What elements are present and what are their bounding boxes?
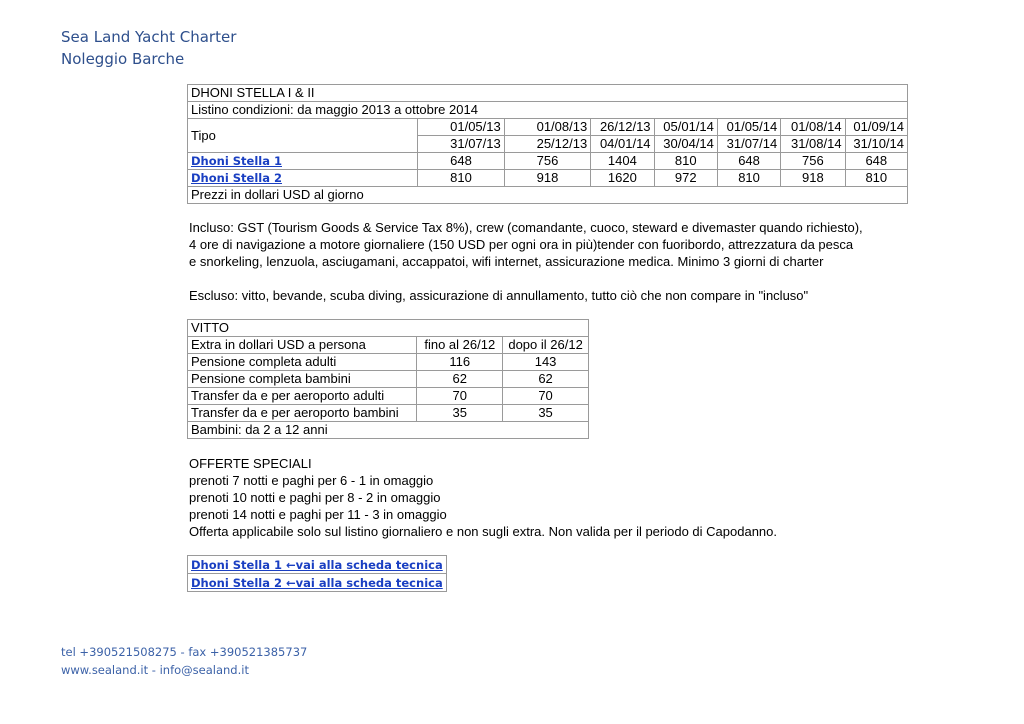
period-to: 31/07/14 [717,136,780,153]
included-line-1: Incluso: GST (Tourism Goods & Service Tax 8%), crew (comandante, cuoco, steward e divemaster quando richiesto), [189,220,863,235]
period-to: 30/04/14 [654,136,717,153]
vitto-row-label: Pensione completa adulti [188,354,417,371]
link-cell [188,574,447,592]
period-to: 31/07/13 [418,136,504,153]
vitto-note: Bambini: da 2 a 12 anni [188,422,589,439]
period-from: 05/01/14 [654,119,717,136]
tech-sheet-link-stella-1[interactable]: Dhoni Stella 1 ←vai alla scheda tecnica [191,557,443,572]
offer-line: prenoti 14 notti e paghi per 11 - 3 in omaggio [189,507,447,522]
price-cell: 810 [654,153,717,170]
price-cell: 918 [781,170,845,187]
period-from: 01/09/14 [845,119,907,136]
price-cell: 810 [717,170,780,187]
vitto-row-label: Transfer da e per aeroporto adulti [188,388,417,405]
price-cell: 756 [781,153,845,170]
vitto-row-label: Transfer da e per aeroporto bambini [188,405,417,422]
period-to: 31/08/14 [781,136,845,153]
table-row [188,405,589,422]
period-from: 26/12/13 [591,119,654,136]
pricing-table [187,84,908,204]
footer-web: www.sealand.it - info@sealand.it [61,663,249,677]
period-from: 01/08/14 [781,119,845,136]
vitto-row-label: Pensione completa bambini [188,371,417,388]
offer-note: Offerta applicabile solo sul listino giornaliero e non sugli extra. Non valida per il periodo di Capodanno. [189,524,778,539]
price-cell: 648 [418,153,504,170]
vitto-header-after: dopo il 26/12 [503,337,589,354]
vitto-price-after: 62 [503,371,589,388]
period-to: 31/10/14 [845,136,907,153]
vitto-header-label: Extra in dollari USD a persona [188,337,417,354]
offer-line: prenoti 7 notti e paghi per 6 - 1 in omaggio [189,473,434,488]
price-cell: 756 [504,153,590,170]
offers-title: OFFERTE SPECIALI [189,456,312,471]
excluded-text: Escluso: vitto, bevande, scuba diving, assicurazione di annullamento, tutto ciò che non compare in "incluso" [189,288,809,303]
table-row [188,388,589,405]
vitto-price-after: 70 [503,388,589,405]
boat-link-stella-2[interactable]: Dhoni Stella 2 [191,171,282,185]
vitto-price-before: 35 [417,405,503,422]
vitto-price-before: 116 [417,354,503,371]
vitto-price-before: 62 [417,371,503,388]
pricing-title: DHONI STELLA I & II [188,85,908,102]
table-row [188,371,589,388]
period-from: 01/08/13 [504,119,590,136]
offer-line: prenoti 10 notti e paghi per 8 - 2 in omaggio [189,490,441,505]
type-label: Tipo [188,119,418,153]
price-cell: 810 [418,170,504,187]
price-cell: 648 [717,153,780,170]
price-cell: 810 [845,170,907,187]
period-to: 25/12/13 [504,136,590,153]
tech-sheet-links [187,555,447,592]
table-row [188,153,908,170]
link-cell [188,556,447,574]
price-cell: 972 [654,170,717,187]
period-from: 01/05/13 [418,119,504,136]
included-line-2: 4 ore di navigazione a motore giornaliere (150 USD per ogni ora in più)tender con fuoribordo, attrezzatura da pesca [189,237,854,252]
company-name: Sea Land Yacht Charter [61,28,237,46]
price-cell: 648 [845,153,907,170]
table-row [188,354,589,371]
price-cell: 1620 [591,170,654,187]
tech-sheet-link-stella-2[interactable]: Dhoni Stella 2 ←vai alla scheda tecnica [191,575,443,590]
boat-name-cell [188,170,418,187]
company-tagline: Noleggio Barche [61,50,185,68]
footer-contacts: tel +390521508275 - fax +390521385737 [61,645,308,659]
vitto-price-after: 35 [503,405,589,422]
pricing-note: Prezzi in dollari USD al giorno [188,187,908,204]
vitto-price-after: 143 [503,354,589,371]
period-from-row [188,119,908,136]
vitto-table [187,319,589,439]
period-to: 04/01/14 [591,136,654,153]
vitto-header-before: fino al 26/12 [417,337,503,354]
pricing-subtitle: Listino condizioni: da maggio 2013 a ottobre 2014 [188,102,908,119]
price-cell: 918 [504,170,590,187]
price-cell: 1404 [591,153,654,170]
period-from: 01/05/14 [717,119,780,136]
boat-link-stella-1[interactable]: Dhoni Stella 1 [191,154,282,168]
boat-name-cell [188,153,418,170]
included-line-3: e snorkeling, lenzuola, asciugamani, accappatoi, wifi internet, assicurazione medica. Minimo 3 giorni di charter [189,254,824,269]
table-row [188,170,908,187]
vitto-price-before: 70 [417,388,503,405]
vitto-title: VITTO [188,320,589,337]
